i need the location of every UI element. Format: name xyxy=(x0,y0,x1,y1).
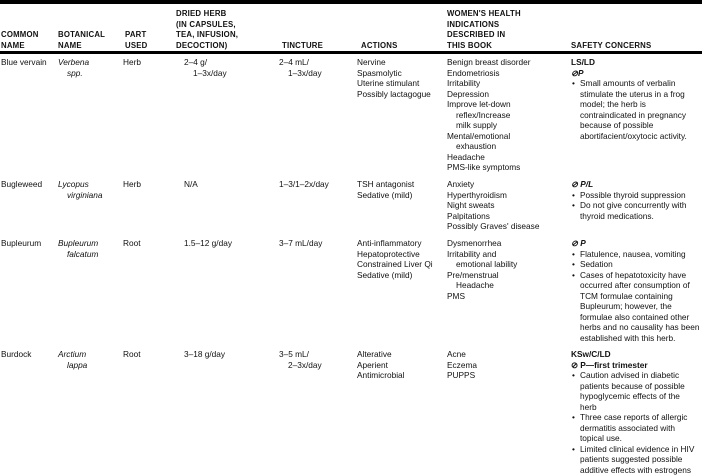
actions-cell xyxy=(357,349,405,381)
safety-concerns-cell xyxy=(571,57,687,141)
bullet-line: Caution advised in diabetic xyxy=(580,370,694,381)
cell-line: Nervine xyxy=(357,57,431,68)
safety-bullet xyxy=(571,270,699,344)
column-header-dried xyxy=(176,9,238,51)
cell-line: Irritability and xyxy=(447,249,517,260)
cell-line: 2–3x/day xyxy=(279,360,322,371)
column-header-actions xyxy=(361,41,398,52)
safety-bullet xyxy=(571,444,694,475)
header-line: DRIED HERB xyxy=(176,9,238,20)
tincture-cell xyxy=(279,57,322,78)
cell-line: Headache xyxy=(447,280,517,291)
bullet-line: Limited clinical evidence in HIV xyxy=(580,444,694,455)
bullet-line: because of possible xyxy=(580,120,687,131)
cell-line: 1.5–12 g/day xyxy=(184,238,232,249)
cell-line: PMS xyxy=(447,291,517,302)
bullet-line: dermatitis associated with xyxy=(580,423,694,434)
bullet-line: formulae also contained other xyxy=(580,312,699,323)
header-line: BOTANICAL xyxy=(58,30,105,41)
header-line: ACTIONS xyxy=(361,41,398,52)
header-line: THIS BOOK xyxy=(447,41,521,52)
cell-line: TSH antagonist xyxy=(357,179,414,190)
cell-line: Lycopus xyxy=(58,179,103,190)
cell-line: Improve let-down xyxy=(447,99,530,110)
common-cell xyxy=(1,57,47,68)
column-header-indications xyxy=(447,9,521,51)
cell-line: Herb xyxy=(123,57,141,68)
cell-line: falcatum xyxy=(58,249,98,260)
column-header-botanical xyxy=(58,30,105,51)
bullet-line: hypoglycemic effects of the xyxy=(580,391,694,402)
cell-line: Uterine stimulant xyxy=(357,78,431,89)
bullet-line: herb xyxy=(580,402,694,413)
safety-bullet xyxy=(571,249,699,260)
bullet-icon: • xyxy=(572,78,575,89)
contraindication: ⊘P xyxy=(571,68,687,79)
common-cell xyxy=(1,238,41,249)
bullet-line: patients suggested possible xyxy=(580,454,694,465)
cell-line: Spasmolytic xyxy=(357,68,431,79)
cell-line: Bupleurum xyxy=(1,238,41,249)
cell-line: 3–7 mL/day xyxy=(279,238,322,249)
dried-cell xyxy=(184,179,198,190)
safety-code: KSw/C/LD xyxy=(571,349,694,360)
cell-line: Anxiety xyxy=(447,179,539,190)
bullet-icon: • xyxy=(572,190,575,201)
common-cell xyxy=(1,179,42,190)
contraindication: ⊘ P xyxy=(571,238,699,249)
safety-concerns-cell xyxy=(571,238,699,343)
column-header-part xyxy=(125,30,147,51)
cell-line: Benign breast disorder xyxy=(447,57,530,68)
cell-line: Headache xyxy=(447,152,530,163)
indications-cell xyxy=(447,179,539,232)
header-line: DECOCTION) xyxy=(176,41,238,52)
contraindication: ⊘ P—first trimester xyxy=(571,360,694,371)
cell-line: Mental/emotional xyxy=(447,131,530,142)
bullet-line: Flatulence, nausea, vomiting xyxy=(580,249,699,260)
cell-line: Root xyxy=(123,238,141,249)
cell-line: 3–18 g/day xyxy=(184,349,225,360)
bullet-line: occurred after consumption of xyxy=(580,280,699,291)
botanical-cell xyxy=(58,238,98,259)
cell-line: Arctium xyxy=(58,349,87,360)
safety-bullet xyxy=(571,200,687,221)
cell-line: Hyperthyroidism xyxy=(447,190,539,201)
cell-line: Dysmenorrhea xyxy=(447,238,517,249)
cell-line: Night sweats xyxy=(447,200,539,211)
cell-line: Blue vervain xyxy=(1,57,47,68)
header-line: SAFETY CONCERNS xyxy=(571,41,651,52)
header-line: PART xyxy=(125,30,147,41)
indications-cell xyxy=(447,349,477,381)
cell-line: Herb xyxy=(123,179,141,190)
part-cell xyxy=(123,238,141,249)
bullet-line: Cases of hepatotoxicity have xyxy=(580,270,699,281)
cell-line: exhaustion xyxy=(447,141,530,152)
cell-line: PMS-like symptoms xyxy=(447,162,530,173)
cell-line: reflex/Increase xyxy=(447,110,530,121)
header-rule xyxy=(0,51,702,54)
bullet-line: TCM formulae containing xyxy=(580,291,699,302)
safety-concerns-cell xyxy=(571,349,694,475)
botanical-cell xyxy=(58,57,89,78)
column-header-tincture xyxy=(282,41,323,52)
bullet-line: topical use. xyxy=(580,433,694,444)
bullet-icon: • xyxy=(572,412,575,423)
cell-line: Constrained Liver Qi xyxy=(357,259,433,270)
cell-line: Verbena xyxy=(58,57,89,68)
cell-line: Sedative (mild) xyxy=(357,270,433,281)
bullet-line: Bupleurum; however, the xyxy=(580,301,699,312)
header-line: INDICATIONS xyxy=(447,20,521,31)
header-line: WOMEN'S HEALTH xyxy=(447,9,521,20)
cell-line: 1–3x/day xyxy=(184,68,227,79)
common-cell xyxy=(1,349,31,360)
cell-line: Possibly Graves' disease xyxy=(447,221,539,232)
bullet-line: Small amounts of verbalin xyxy=(580,78,687,89)
bullet-line: thyroid medications. xyxy=(580,211,687,222)
part-cell xyxy=(123,57,141,68)
actions-cell xyxy=(357,179,414,200)
safety-bullet xyxy=(571,370,694,412)
header-line: DESCRIBED IN xyxy=(447,30,521,41)
header-line: TINCTURE xyxy=(282,41,323,52)
cell-line: 2–4 mL/ xyxy=(279,57,322,68)
bullet-icon: • xyxy=(572,370,575,381)
cell-line: Aperient xyxy=(357,360,405,371)
bullet-line: Sedation xyxy=(580,259,699,270)
cell-line: virginiana xyxy=(58,190,103,201)
header-line: COMMON xyxy=(1,30,39,41)
header-line: (IN CAPSULES, xyxy=(176,20,238,31)
indications-cell xyxy=(447,238,517,301)
bullet-line: Three case reports of allergic xyxy=(580,412,694,423)
safety-bullet xyxy=(571,190,687,201)
bullet-icon: • xyxy=(572,249,575,260)
cell-line: PUPPS xyxy=(447,370,477,381)
bullet-icon: • xyxy=(572,444,575,455)
cell-line: 2–4 g/ xyxy=(184,57,227,68)
bullet-line: Possible thyroid suppression xyxy=(580,190,687,201)
bullet-icon: • xyxy=(572,270,575,281)
cell-line: Irritability xyxy=(447,78,530,89)
tincture-cell xyxy=(279,349,322,370)
cell-line: Sedative (mild) xyxy=(357,190,414,201)
bullet-line: herbs and no causality has been xyxy=(580,322,699,333)
bullet-icon: • xyxy=(572,259,575,270)
cell-line: 3–5 mL/ xyxy=(279,349,322,360)
table-top-rule xyxy=(0,0,702,4)
cell-line: Antimicrobial xyxy=(357,370,405,381)
cell-line: Anti-inflammatory xyxy=(357,238,433,249)
cell-line: Endometriosis xyxy=(447,68,530,79)
safety-bullet xyxy=(571,412,694,444)
bullet-line: established with this herb. xyxy=(580,333,699,344)
bullet-line: patients because of possible xyxy=(580,381,694,392)
cell-line: Alterative xyxy=(357,349,405,360)
dried-cell xyxy=(184,349,225,360)
bullet-line: abortifacient/oxytocic activity. xyxy=(580,131,687,142)
actions-cell xyxy=(357,57,431,99)
cell-line: Depression xyxy=(447,89,530,100)
cell-line: lappa xyxy=(58,360,87,371)
dried-cell xyxy=(184,238,232,249)
tincture-cell xyxy=(279,238,322,249)
header-line: NAME xyxy=(1,41,39,52)
safety-bullet xyxy=(571,259,699,270)
safety-code: LS/LD xyxy=(571,57,687,68)
bullet-line: contraindicated in pregnancy xyxy=(580,110,687,121)
cell-line: milk supply xyxy=(447,120,530,131)
part-cell xyxy=(123,179,141,190)
tincture-cell xyxy=(279,179,329,190)
indications-cell xyxy=(447,57,530,173)
botanical-cell xyxy=(58,179,103,200)
bullet-line: Do not give concurrently with xyxy=(580,200,687,211)
bullet-line: model; the herb is xyxy=(580,99,687,110)
cell-line: 1–3/1–2x/day xyxy=(279,179,329,190)
part-cell xyxy=(123,349,141,360)
cell-line: Palpitations xyxy=(447,211,539,222)
cell-line: Bugleweed xyxy=(1,179,42,190)
cell-line: Pre/menstrual xyxy=(447,270,517,281)
cell-line: spp. xyxy=(58,68,89,79)
dried-cell xyxy=(184,57,227,78)
cell-line: Bupleurum xyxy=(58,238,98,249)
safety-bullet xyxy=(571,78,687,141)
column-header-common xyxy=(1,30,39,51)
header-line: NAME xyxy=(58,41,105,52)
header-line: TEA, INFUSION, xyxy=(176,30,238,41)
bullet-line: stimulate the uterus in a frog xyxy=(580,89,687,100)
cell-line: emotional lability xyxy=(447,259,517,270)
actions-cell xyxy=(357,238,433,280)
cell-line: 1–3x/day xyxy=(279,68,322,79)
safety-concerns-cell xyxy=(571,179,687,221)
contraindication: ⊘ P/L xyxy=(571,179,687,190)
bullet-icon: • xyxy=(572,200,575,211)
header-line: USED xyxy=(125,41,147,52)
botanical-cell xyxy=(58,349,87,370)
cell-line: Hepatoprotective xyxy=(357,249,433,260)
cell-line: Root xyxy=(123,349,141,360)
cell-line: Burdock xyxy=(1,349,31,360)
cell-line: Acne xyxy=(447,349,477,360)
bullet-line: additive effects with estrogens xyxy=(580,465,694,475)
column-header-safety xyxy=(571,41,651,52)
cell-line: N/A xyxy=(184,179,198,190)
cell-line: Possibly lactagogue xyxy=(357,89,431,100)
cell-line: Eczema xyxy=(447,360,477,371)
